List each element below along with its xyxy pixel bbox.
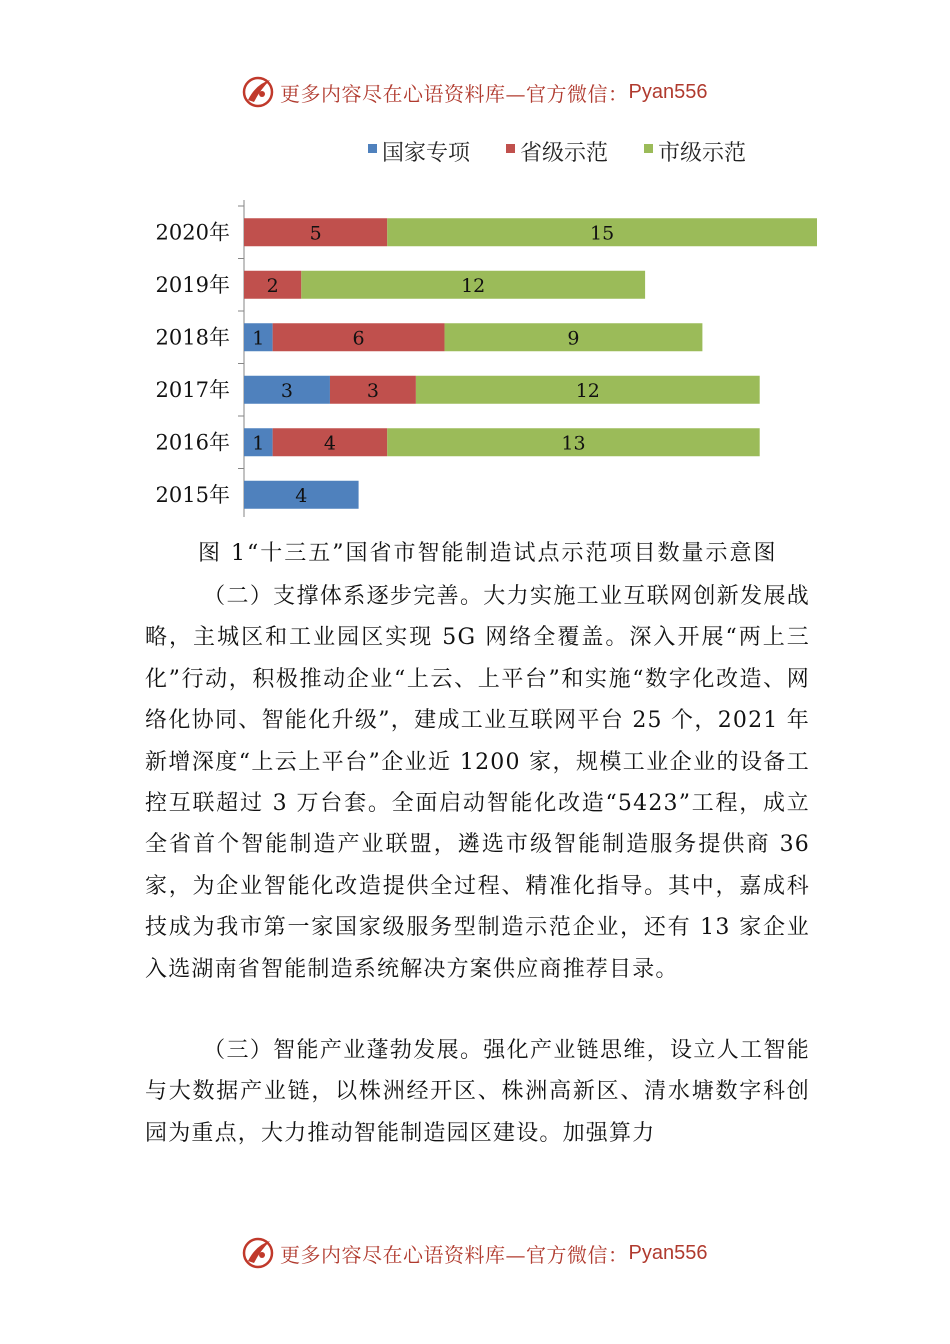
data-label: 6: [352, 327, 365, 350]
data-label: 4: [323, 432, 336, 455]
data-label: 12: [575, 379, 600, 402]
category-tick-label: 2017年: [155, 377, 230, 402]
data-label: 1: [252, 432, 265, 455]
brush-logo-icon: [240, 1235, 276, 1271]
watermark-footer: [240, 1233, 760, 1273]
paragraph-intelligent-industry: [145, 1030, 810, 1154]
data-label: 1: [252, 327, 265, 350]
data-label: 2: [266, 274, 279, 297]
category-tick-label: 2016年: [155, 430, 230, 455]
stacked-bar-chart: [130, 130, 850, 520]
category-tick-label: 2019年: [155, 272, 230, 297]
data-label: 13: [561, 432, 586, 455]
paragraph-body: 大力实施工业互联网创新发展战略，主城区和工业园区实现 5G 网络全覆盖。深入开展“两上三化”行动，积极推动企业“上云、上平台”和实施“数字化改造、网络化协同、智能化升级”，建成工业互联网平台 25 个，2021 年新增深度“上云上平台”企业近 1200 家，规模工业企业的设备工控互联超过 3 万台套。全面启动智能化改造“5423”工程，成立全省首个智能制造产业联盟，遴选市级智能制造服务提供商 36 家，为企业智能化改造提供全过程、精准化指导。其中，嘉成科技成为我市第一家国家级服务型制造示范企业，还有 13 家企业入选湖南省智能制造系统解决方案供应商推荐目录。: [145, 584, 810, 982]
paragraph-body: 强化产业链思维，设立人工智能与大数据产业链，以株洲经开区、株洲高新区、清水塘数字科创园为重点，大力推动智能制造园区建设。加强算力: [145, 1038, 810, 1146]
figure-caption: 图 1“十三五”国省市智能制造试点示范项目数量示意图: [198, 541, 778, 566]
legend-swatch: [368, 144, 377, 153]
legend-label: 国家专项: [382, 141, 471, 166]
paragraph-lead: （三）智能产业蓬勃发展。: [203, 1038, 484, 1063]
legend-swatch: [644, 144, 653, 153]
data-label: 9: [567, 327, 580, 350]
brush-logo-icon: [240, 74, 276, 110]
watermark-header: [240, 72, 760, 112]
paragraph-support-system: [145, 576, 810, 990]
category-tick-label: 2018年: [155, 325, 230, 350]
data-label: 5: [309, 222, 322, 245]
legend-label: 省级示范: [520, 141, 609, 166]
watermark-text: 更多内容尽在心语资料库—官方微信：: [280, 1242, 629, 1267]
data-label: 3: [280, 379, 294, 402]
category-tick-label: 2015年: [155, 482, 230, 507]
watermark-text: 更多内容尽在心语资料库—官方微信：: [280, 81, 629, 106]
category-tick-label: 2020年: [155, 220, 230, 245]
paragraph-lead: （二）支撑体系逐步完善。: [203, 584, 484, 609]
data-label: 4: [295, 484, 308, 507]
data-label: 12: [461, 274, 486, 297]
legend-swatch: [506, 144, 515, 153]
data-label: 15: [590, 222, 615, 245]
legend-label: 市级示范: [658, 141, 747, 166]
watermark-wechat-id: Pyan556: [628, 1241, 708, 1264]
data-label: 3: [366, 379, 379, 402]
watermark-wechat-id: Pyan556: [628, 80, 708, 103]
